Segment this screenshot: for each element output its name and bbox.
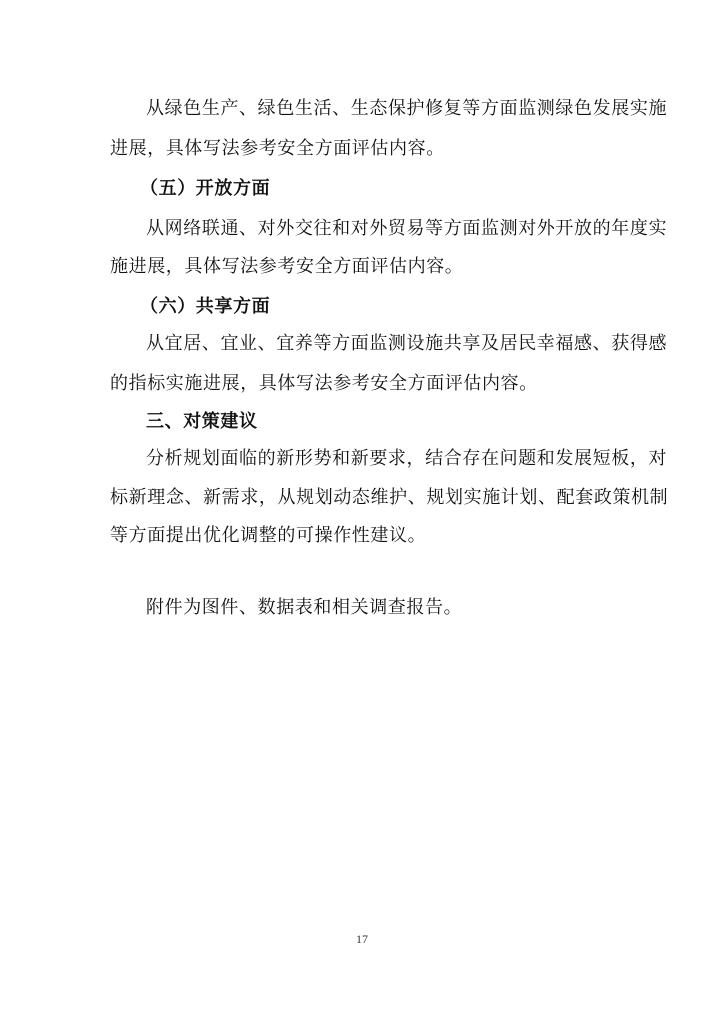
section-heading: （五）开放方面 [140,178,271,199]
paragraph-line: 从 绿 色 生 产 、 绿 色 生 活 、 生 态 保 护 修 复 等 方 面 监 测 绿 色 发 展 实 施 [146,98,668,119]
paragraph-line: 从 宜 居 、 宜 业 、 宜 养 等 方 面 监 测 设 施 共 享 及 居 民 幸 福 感 、 获 得 感 [146,333,668,354]
attachment-note: 附件为图件、数据表和相关调查报告。 [146,597,463,618]
section-heading: 三、对策建议 [146,411,258,432]
paragraph-line: 从 网 络 联 通 、 对 外 交 往 和 对 外 贸 易 等 方 面 监 测 对 外 开 放 的 年 度 实 [146,218,668,239]
paragraph-line: 施进展，具体写法参考安全方面评估内容。 [110,256,464,277]
section-heading: （六）共享方面 [140,296,271,317]
paragraph-line: 的指标实施进展，具体写法参考安全方面评估内容。 [110,373,538,394]
page-number: 17 [356,932,368,946]
paragraph-line: 分 析 规 划 面 临 的 新 形 势 和 新 要 求 ， 结 合 存 在 问 题 和 发 展 短 板 ， 对 [146,448,668,469]
paragraph-line: 进展，具体写法参考安全方面评估内容。 [110,138,445,159]
paragraph-line: 等方面提出优化调整的可操作性建议。 [110,525,427,546]
paragraph-line: 标 新 理 念 、 新 需 求 ， 从 规 划 动 态 维 护 、 规 划 实 施 计 划 、 配 套 政 策 机 制 [110,487,669,508]
